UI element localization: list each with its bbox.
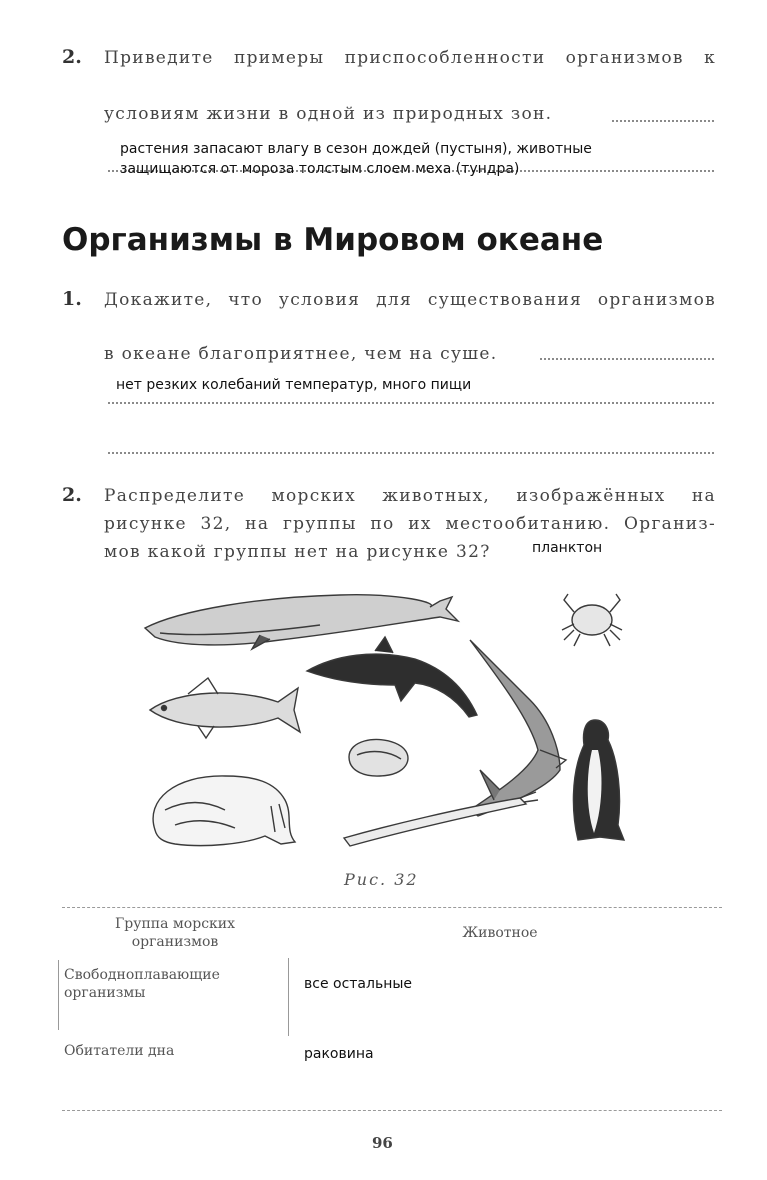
- task2-line1: Распределите морских животных, изображённых на: [104, 486, 716, 506]
- dolphin-icon: [307, 637, 477, 717]
- task-prev-answer-line2: защищаются от мороза толстым слоем меха (тундра): [120, 161, 520, 177]
- task1-answer: нет резких колебаний температур, много пищи: [116, 377, 472, 393]
- page-number: 96: [372, 1134, 393, 1152]
- task-prev-line1: Приведите примеры приспособленности организмов к: [104, 48, 716, 68]
- shell-icon: [349, 739, 408, 776]
- table-row-2-animal: раковина: [304, 1046, 374, 1062]
- task1-line1: Докажите, что условия для существования организмов: [104, 290, 716, 310]
- crab-icon: [562, 594, 622, 646]
- walrus-icon: [153, 776, 295, 846]
- task-prev-answer-line1: растения запасают влагу в сезон дождей (пустыня), животные: [120, 141, 592, 157]
- task1-dotted-line-2: [108, 402, 714, 404]
- table-bottom-border: [62, 1110, 722, 1111]
- table-header-animal: Животное: [462, 925, 538, 941]
- fish-icon: [150, 678, 300, 738]
- figure-32: [140, 585, 635, 855]
- task-prev-line2: условиям жизни в одной из природных зон.: [104, 104, 553, 124]
- table-left-border: [58, 960, 59, 1030]
- whale-icon: [145, 595, 458, 649]
- table-row-2-group: Обитатели дна: [64, 1043, 175, 1059]
- section-title: Организмы в Мировом океане: [62, 222, 604, 258]
- task2-answer: планктон: [532, 540, 603, 556]
- task1-number: 1.: [62, 288, 82, 310]
- squid-icon: [344, 792, 538, 846]
- task-prev-number: 2.: [62, 46, 82, 68]
- table-row-1-group: Свободноплавающие организмы: [64, 967, 220, 1001]
- task-prev-dotted-line-1: [612, 120, 714, 122]
- task1-line2: в океане благоприятнее, чем на суше.: [104, 344, 498, 364]
- task2-number: 2.: [62, 484, 82, 506]
- task2-line2: рисунке 32, на группы по их местообитанию. Организ-: [104, 514, 716, 534]
- table-row-1-animal: все остальные: [304, 976, 413, 992]
- task1-dotted-line-3: [108, 452, 714, 454]
- table-top-border: [62, 907, 722, 908]
- task1-dotted-line-1: [540, 358, 714, 360]
- table-column-divider: [288, 958, 289, 1036]
- task2-line3: мов какой группы нет на рисунке 32?: [104, 542, 491, 562]
- table-header-group: Группа морских организмов: [114, 916, 236, 950]
- shark-icon: [470, 640, 566, 816]
- figure-caption: Рис. 32: [344, 870, 419, 889]
- penguin-icon: [573, 720, 624, 840]
